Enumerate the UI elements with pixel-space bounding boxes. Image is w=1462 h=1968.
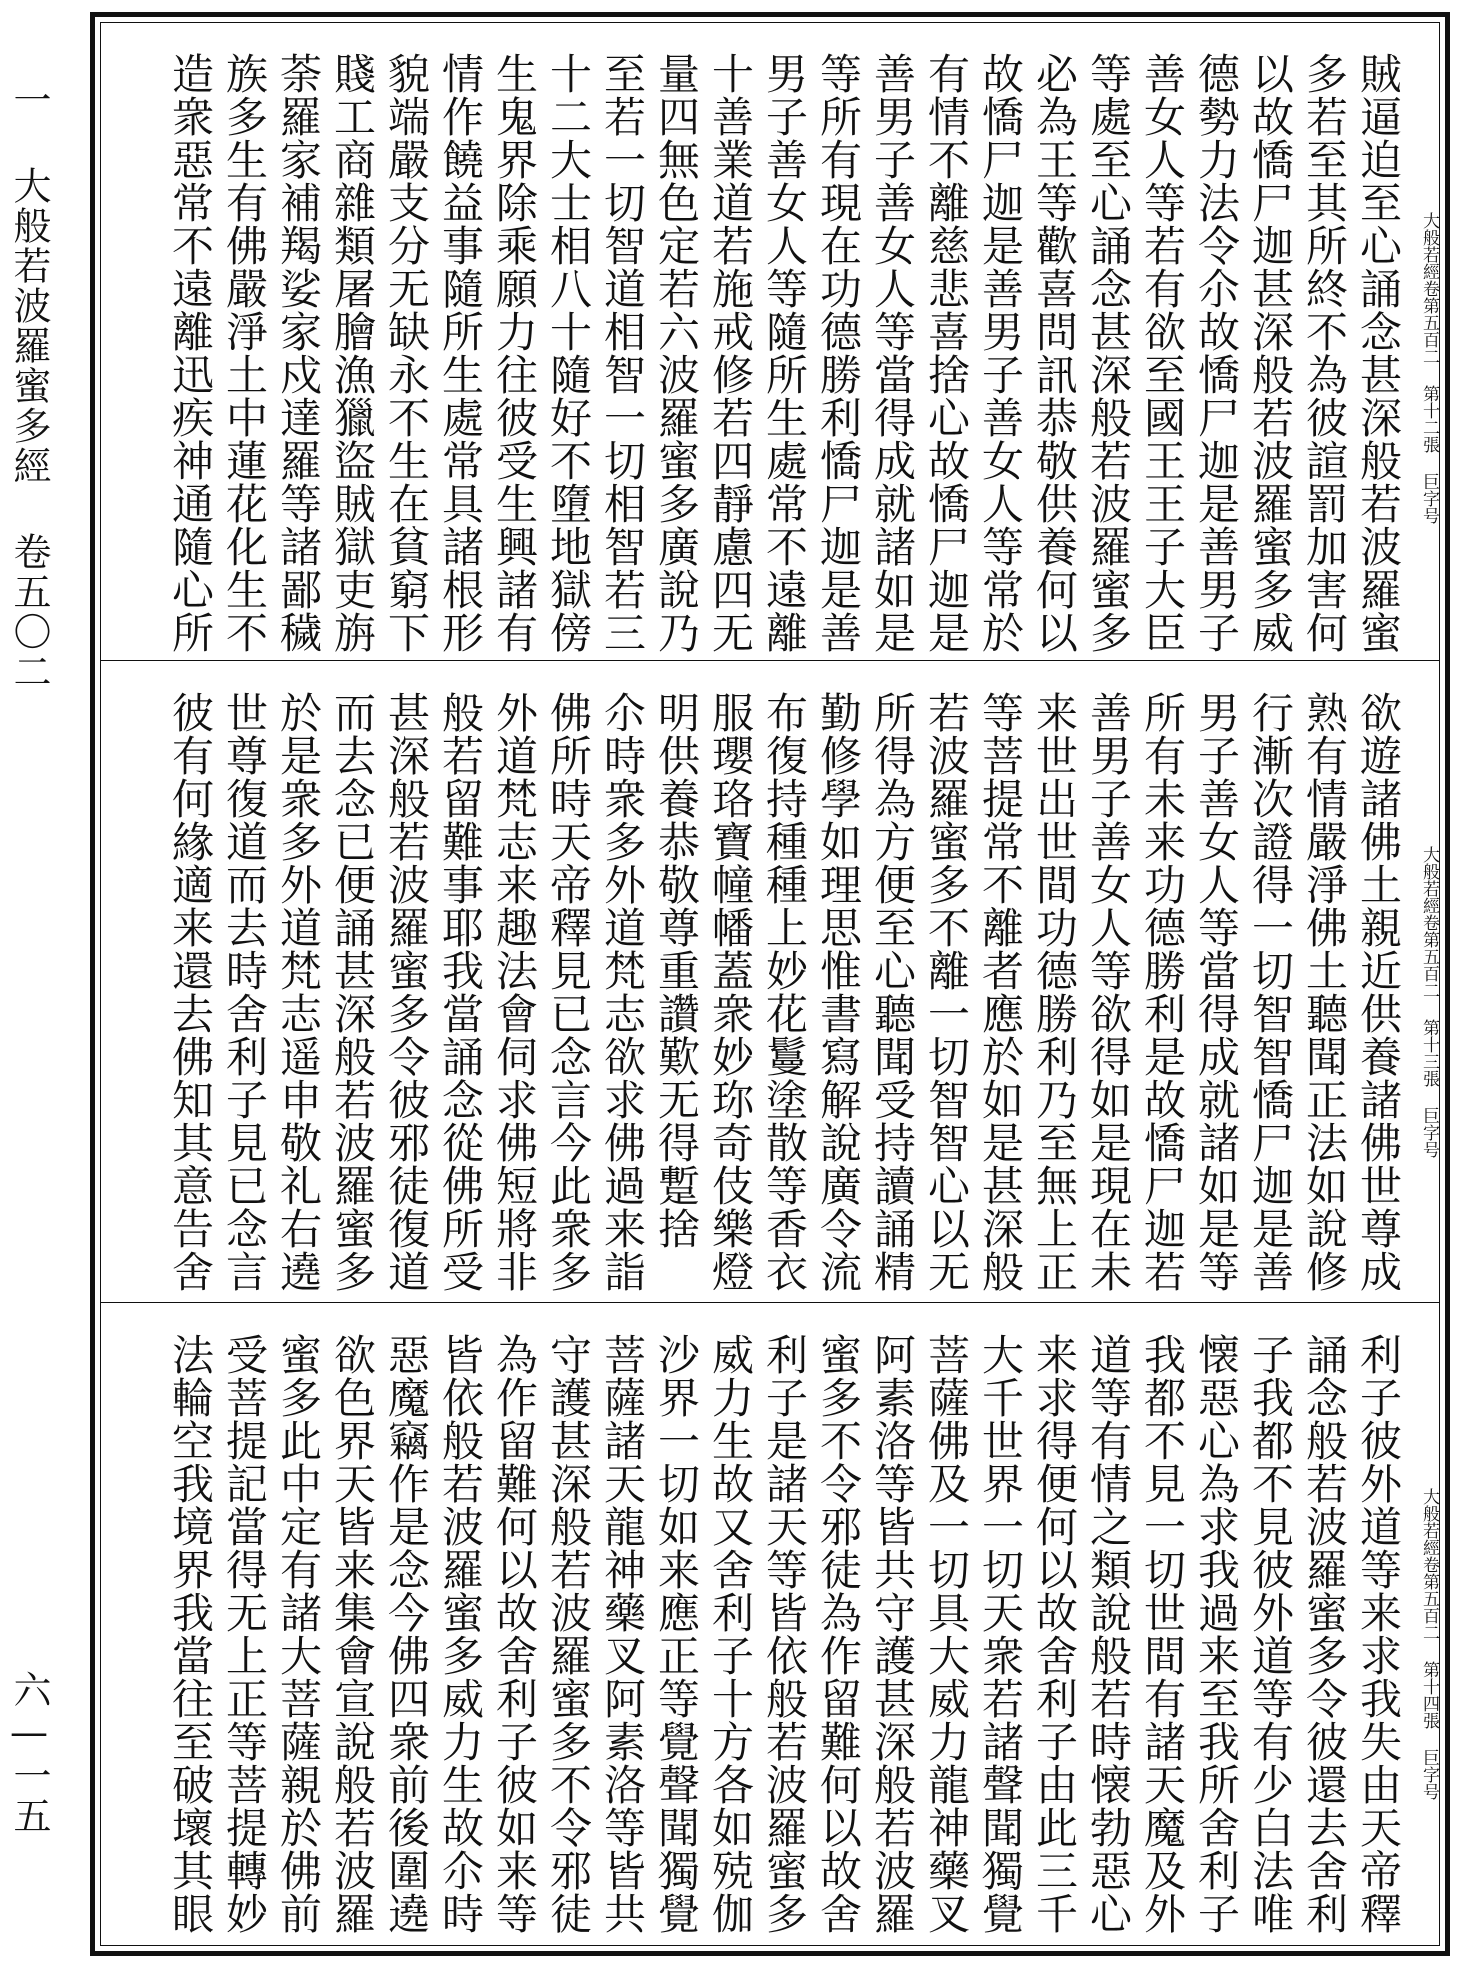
text-column: 阿素洛等皆共守護甚深般若波羅 [868,1333,917,1935]
text-column: 明供養恭敬尊重讚歎无得蹔捨 [652,691,701,1250]
text-column: 有情不離慈悲喜捨心故憍尸迦是 [922,52,971,654]
text-column: 至若一切智道相智一切相智若三 [598,52,647,654]
text-column: 大千世界一切天衆若諸聲聞獨覺 [976,1333,1025,1935]
text-column: 德勢力法令尒故憍尸迦是善男子 [1192,52,1241,654]
text-column: 欲遊諸佛土親近供養諸佛世尊成 [1354,691,1403,1293]
text-column: 懐惡心為求我過来至我所舍利子 [1192,1333,1241,1935]
text-column: 男子善女人等隨所生處常不遠離 [760,52,809,654]
panel-1 [100,22,1440,661]
text-column: 善女人等若有欲至國王王子大臣 [1138,52,1187,654]
panel-3 [100,1303,1440,1946]
text-column: 十二大士相八十隨好不墮地獄傍 [544,52,593,654]
text-column: 等所有現在功德勝利憍尸迦是善 [814,52,863,654]
text-column: 勤修學如理思惟書寫解說廣令流 [814,691,863,1293]
text-column: 行漸次證得一切智智憍尸迦是善 [1246,691,1295,1293]
text-column: 貌端嚴支分无缺永不生在貧窮下 [382,52,431,654]
text-columns [163,691,1405,1293]
text-columns [163,52,1405,654]
text-column: 威力生故又舍利子十方各如殑伽 [706,1333,755,1935]
text-column: 外道梵志来趣法會伺求佛短將非 [490,691,539,1293]
text-column: 利子是諸天等皆依般若波羅蜜多 [760,1333,809,1935]
panel-header: 大般若經卷第五百二 第十二張 巨字号 [1419,212,1439,524]
text-column: 甚深般若波羅蜜多令彼邪徒復道 [382,691,431,1293]
text-column: 守護甚深般若波羅蜜多不令邪徒 [544,1333,593,1935]
text-column: 皆依般若波羅蜜多威力生故尒時 [436,1333,485,1935]
text-column: 欲色界天皆来集會宣說般若波羅 [328,1333,377,1935]
text-column: 佛所時天帝釋見已念言今此衆多 [544,691,593,1293]
text-column: 世尊復道而去時舍利子見已念言 [220,691,269,1293]
text-column: 道等有情之類說般若時懐勃惡心 [1084,1333,1133,1935]
panel-2 [100,661,1440,1303]
text-column: 般若留難事耶我當誦念從佛所受 [436,691,485,1293]
sutra-title: 一 大般若波羅蜜多經 卷五〇二 [7,80,51,692]
text-column: 於是衆多外道梵志遥申敬礼右遶 [274,691,323,1293]
text-column: 布復持種種上妙花鬘塗散等香衣 [760,691,809,1293]
text-column: 利子彼外道等来求我失由天帝釋 [1354,1333,1403,1935]
text-column: 善男子善女人等當得成就諸如是 [868,52,917,654]
text-column: 所有未来功德勝利是故憍尸迦若 [1138,691,1187,1293]
text-column: 来世出世間功德勝利乃至無上正 [1030,691,1079,1293]
text-column: 彼有何緣適来還去佛知其意告舍 [166,691,215,1293]
text-column: 尒時衆多外道梵志欲求佛過来詣 [598,691,647,1293]
text-column: 誦念般若波羅蜜多令彼還去舍利 [1300,1333,1349,1935]
side-margin [0,80,58,1880]
text-column: 善男子善女人等欲得如是現在未 [1084,691,1133,1293]
text-column: 蜜多不令邪徒為作留難何以故舍 [814,1333,863,1935]
panel-header: 大般若經卷第五百二 第十四張 巨字号 [1419,1488,1439,1800]
text-column: 熟有情嚴淨佛土聽聞正法如說修 [1300,691,1349,1293]
text-column: 多若至其所終不為彼諠罰加害何 [1300,52,1349,654]
text-column: 造衆惡常不遠離迅疾神通隨心所 [166,52,215,654]
page-number: 六—一五 [7,1670,51,1836]
text-column: 来求得便何以故舍利子由此三千 [1030,1333,1079,1935]
text-column: 十善業道若施戒修若四靜慮四无 [706,52,755,654]
text-column: 菩薩諸天龍神藥叉阿素洛等皆共 [598,1333,647,1935]
text-column: 荼羅家補羯娑家戍達羅等諸鄙穢 [274,52,323,654]
text-column: 等菩提常不離者應於如是甚深般 [976,691,1025,1293]
text-column: 故憍尸迦是善男子善女人等常於 [976,52,1025,654]
text-column: 情作饒益事隨所生處常具諸根形 [436,52,485,654]
text-column: 法輪空我境界我當往至破壞其眼 [166,1333,215,1935]
text-column: 蜜多此中定有諸大菩薩親於佛前 [274,1333,323,1935]
text-column: 賊逼迫至心誦念甚深般若波羅蜜 [1354,52,1403,654]
text-column: 受菩提記當得无上正等菩提轉妙 [220,1333,269,1935]
text-column: 男子善女人等當得成就諸如是等 [1192,691,1241,1293]
text-column: 若波羅蜜多不離一切智智心以无 [922,691,971,1293]
text-column: 等處至心誦念甚深般若波羅蜜多 [1084,52,1133,654]
text-column: 生鬼界除乘願力往彼受生興諸有 [490,52,539,654]
panel-header: 大般若經卷第五百二 第十三張 巨字号 [1419,846,1439,1158]
text-column: 量四無色定若六波羅蜜多廣說乃 [652,52,701,654]
text-column: 子我都不見彼外道等有少白法唯 [1246,1333,1295,1935]
text-column: 沙界一切如来應正等覺聲聞獨覺 [652,1333,701,1935]
text-column: 賤工商雜類屠膾漁獵盜賊獄吏旃 [328,52,377,654]
text-column: 我都不見一切世間有諸天魔及外 [1138,1333,1187,1935]
text-column: 族多生有佛嚴淨土中蓮花化生不 [220,52,269,654]
text-column: 為作留難何以故舍利子彼如来等 [490,1333,539,1935]
text-column: 以故憍尸迦甚深般若波羅蜜多威 [1246,52,1295,654]
text-column: 惡魔竊作是念今佛四衆前後圍遶 [382,1333,431,1935]
text-column: 必為王等歡喜問訊恭敬供養何以 [1030,52,1079,654]
text-column: 菩薩佛及一切具大威力龍神藥叉 [922,1333,971,1935]
text-column: 所得為方便至心聽聞受持讀誦精 [868,691,917,1293]
text-column: 而去念已便誦甚深般若波羅蜜多 [328,691,377,1293]
text-columns [163,1333,1405,1935]
text-column: 服瓔珞寶幢幡蓋衆妙珎奇伎樂燈 [706,691,755,1293]
